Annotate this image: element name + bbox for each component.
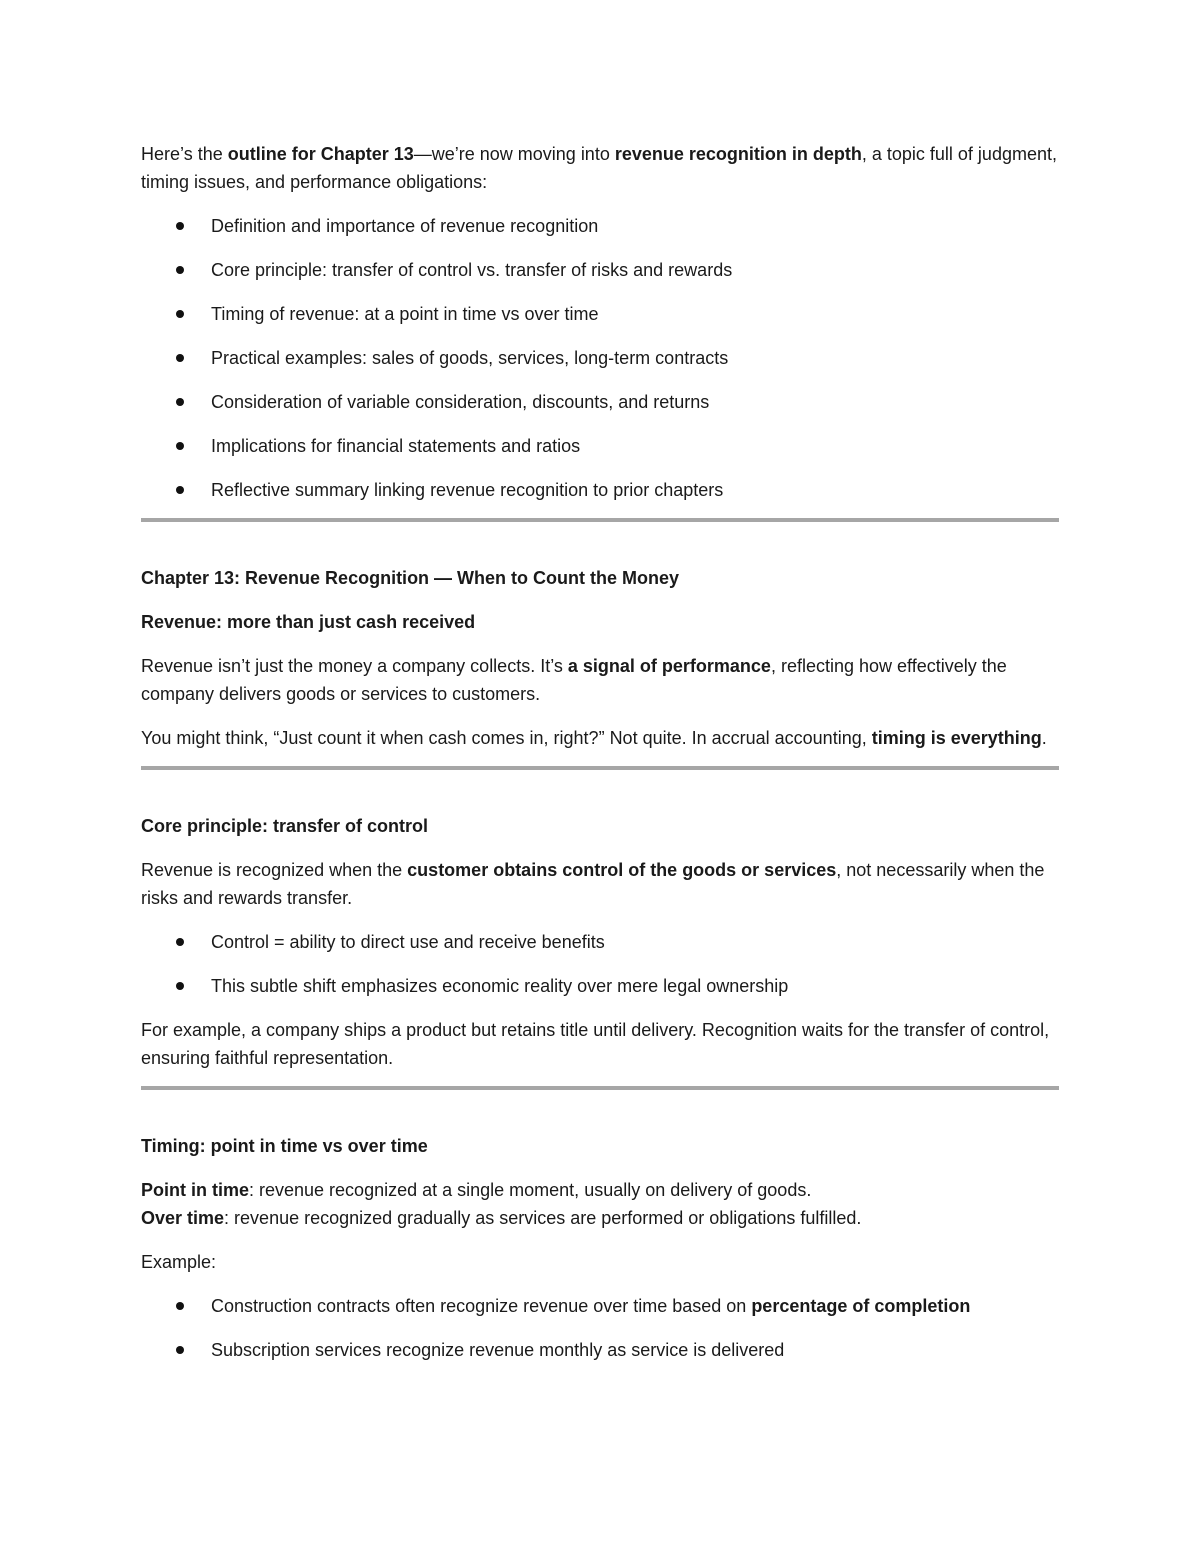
section-heading-core-principle: Core principle: transfer of control bbox=[141, 816, 429, 836]
bullet-icon bbox=[176, 398, 184, 406]
list-item: Construction contracts often recognize revenue over time based on percentage of completion bbox=[141, 1292, 1059, 1320]
list-item: Consideration of variable consideration, discounts, and returns bbox=[141, 388, 1059, 416]
list-item: Definition and importance of revenue recognition bbox=[141, 212, 1059, 240]
list-item: This subtle shift emphasizes economic reality over mere legal ownership bbox=[141, 972, 1059, 1000]
example-paragraph: For example, a company ships a product but retains title until delivery. Recognition waits for the transfer of control, ensuring faithful representation. bbox=[141, 1020, 1050, 1068]
bullet-icon bbox=[176, 486, 184, 494]
list-item: Core principle: transfer of control vs. transfer of risks and rewards bbox=[141, 256, 1059, 284]
timing-example-list bbox=[141, 1292, 1059, 1364]
bullet-icon bbox=[176, 354, 184, 362]
list-item: Practical examples: sales of goods, services, long-term contracts bbox=[141, 344, 1059, 372]
outline-list bbox=[141, 212, 1059, 504]
document-page bbox=[141, 140, 1059, 1364]
intro-bold-outline: outline for Chapter 13 bbox=[227, 144, 414, 164]
section-heading-revenue: Revenue: more than just cash received bbox=[141, 612, 476, 632]
intro-paragraph: Here’s the outline for Chapter 13—we’re now moving into revenue recognition in depth, a topic full of judgment, timing issues, and performance obligations: bbox=[141, 144, 1057, 192]
revenue-paragraph: Revenue isn’t just the money a company collects. It’s a signal of performance, reflecting how effectively the company delivers goods or services to customers. bbox=[141, 656, 1007, 704]
horizontal-rule bbox=[141, 518, 1059, 522]
core-bullet-list bbox=[141, 928, 1059, 1000]
bullet-icon bbox=[176, 442, 184, 450]
core-paragraph: Revenue is recognized when the customer obtains control of the goods or services, not necessarily when the risks and rewards transfer. bbox=[141, 860, 1045, 908]
timing-paragraph: You might think, “Just count it when cash comes in, right?” Not quite. In accrual accounting, timing is everything. bbox=[141, 728, 1047, 748]
example-label: Example: bbox=[141, 1252, 217, 1272]
bullet-icon bbox=[176, 310, 184, 318]
bullet-icon bbox=[176, 1302, 184, 1310]
bullet-icon bbox=[176, 1346, 184, 1354]
list-item: Control = ability to direct use and receive benefits bbox=[141, 928, 1059, 956]
bullet-icon bbox=[176, 938, 184, 946]
list-item: Subscription services recognize revenue monthly as service is delivered bbox=[141, 1336, 1059, 1364]
list-item: Timing of revenue: at a point in time vs over time bbox=[141, 300, 1059, 328]
bullet-icon bbox=[176, 982, 184, 990]
bullet-icon bbox=[176, 266, 184, 274]
bullet-icon bbox=[176, 222, 184, 230]
list-item: Reflective summary linking revenue recognition to prior chapters bbox=[141, 476, 1059, 504]
section-heading-timing: Timing: point in time vs over time bbox=[141, 1136, 428, 1156]
timing-definitions: Point in time: revenue recognized at a single moment, usually on delivery of goods. Over time: revenue recognized gradually as services are performed or obligations fulfilled. bbox=[141, 1180, 862, 1228]
chapter-title: Chapter 13: Revenue Recognition — When to Count the Money bbox=[141, 568, 680, 588]
horizontal-rule bbox=[141, 1086, 1059, 1090]
horizontal-rule bbox=[141, 766, 1059, 770]
list-item: Implications for financial statements and ratios bbox=[141, 432, 1059, 460]
intro-bold-topic: revenue recognition in depth bbox=[614, 144, 862, 164]
